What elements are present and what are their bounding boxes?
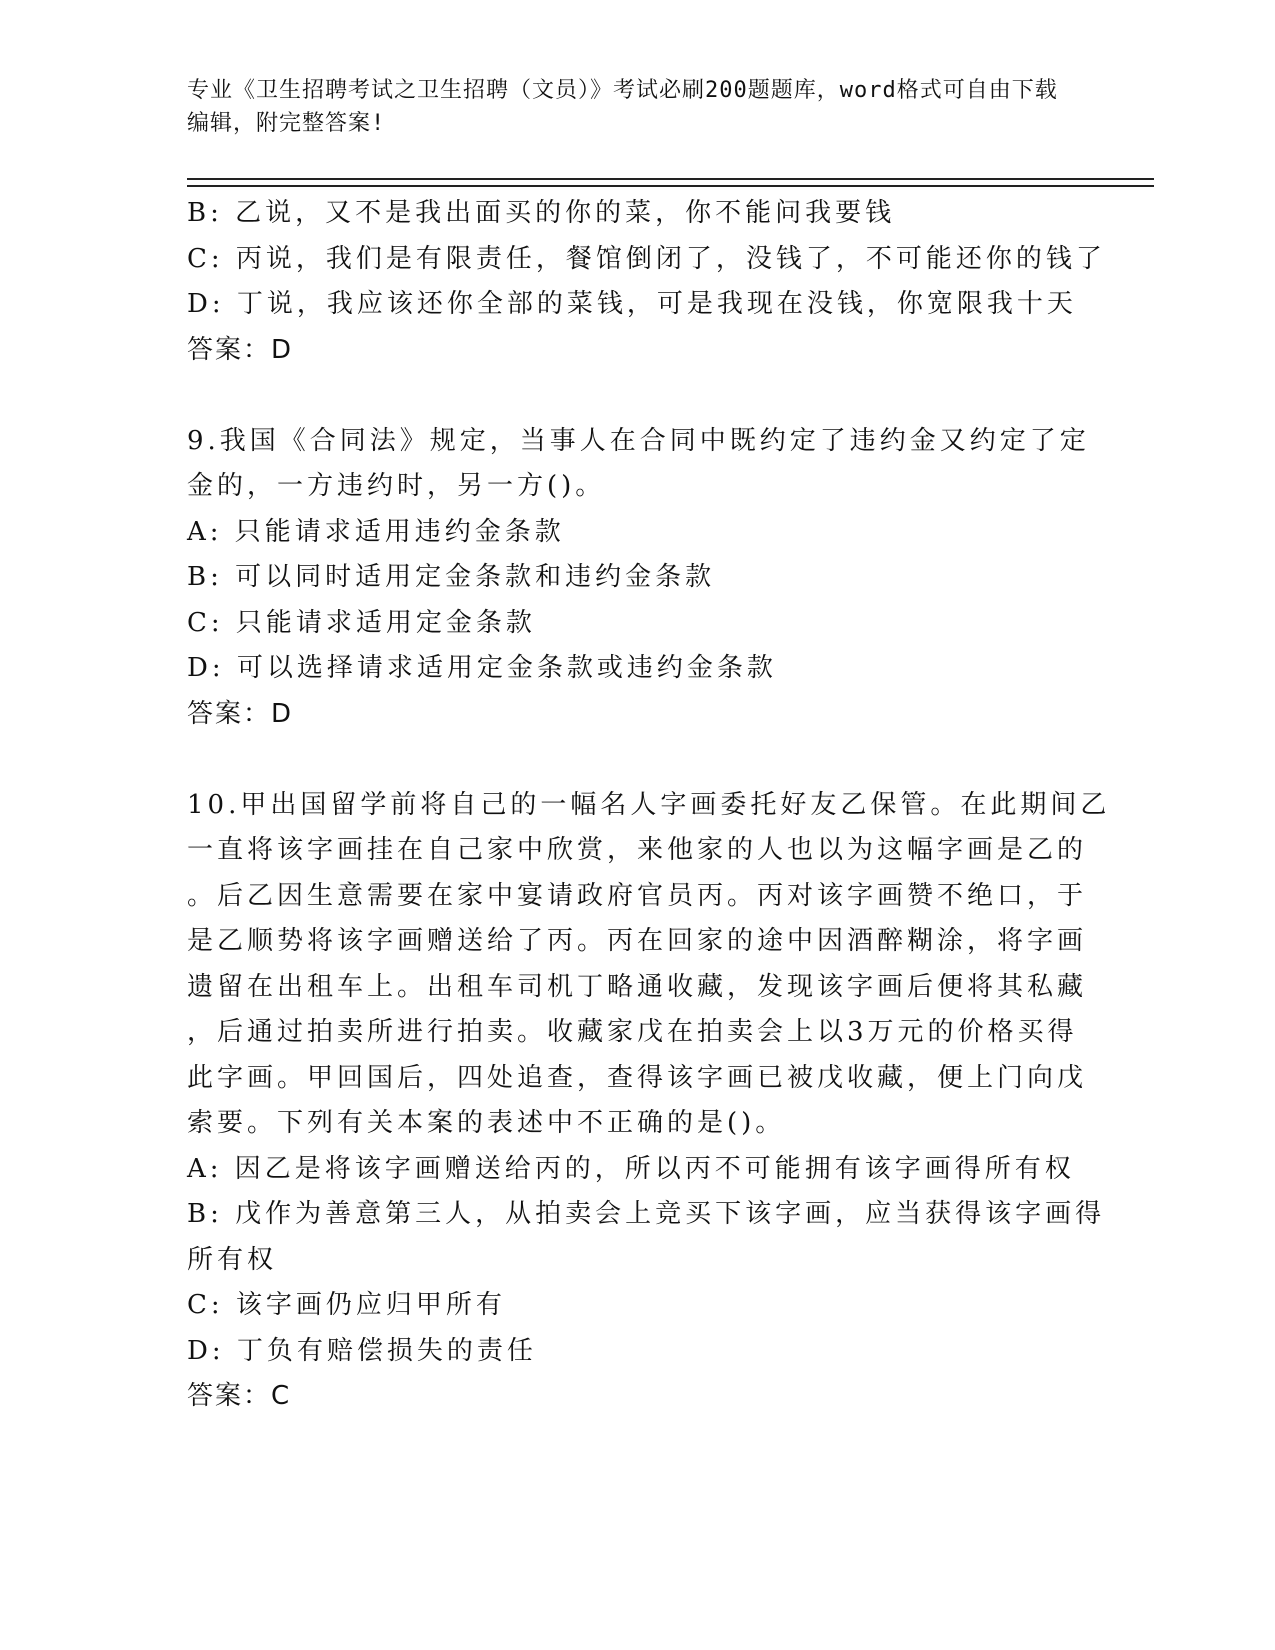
option-d: D: 丁负有赔偿损失的责任 <box>187 1335 537 1366</box>
answer-line: 答案：C <box>187 1381 292 1411</box>
option-b: B: 可以同时适用定金条款和违约金条款 <box>187 562 716 592</box>
header-rule-bottom <box>187 185 1154 187</box>
question-stem-line: 。后乙因生意需要在家中宴请政府官员丙。丙对该字画赞不绝口，于 <box>187 880 1088 911</box>
question-stem-line: 遗留在出租车上。出租车司机丁略通收藏，发现该字画后便将其私藏 <box>187 971 1088 1002</box>
option-a: A: 因乙是将该字画赠送给丙的，所以丙不可能拥有该字画得所有权 <box>187 1153 1075 1184</box>
question-9 <box>187 419 1090 738</box>
header-rule-top <box>187 178 1154 180</box>
option-b-continued: 所有权 <box>187 1244 278 1275</box>
option-c: C: 只能请求适用定金条款 <box>187 607 536 638</box>
question-stem-line: 9.我国《合同法》规定，当事人在合同中既约定了违约金又约定了定 <box>187 425 1090 456</box>
question-stem-line: 是乙顺势将该字画赠送给了丙。丙在回家的途中因酒醉糊涂，将字画 <box>187 926 1088 956</box>
answer-line: 答案：D <box>187 334 294 365</box>
document-header <box>187 74 1067 140</box>
question-content <box>187 191 1111 1420</box>
question-stem-line: 索要。下列有关本案的表述中不正确的是()。 <box>187 1108 786 1138</box>
question-gap <box>187 737 1067 783</box>
option-c: C: 丙说，我们是有限责任，餐馆倒闭了，没钱了，不可能还你的钱了 <box>187 243 1106 274</box>
question-stem-line: ，后通过拍卖所进行拍卖。收藏家戊在拍卖会上以3万元的价格买得 <box>187 1017 1078 1047</box>
question-10 <box>187 783 1111 1420</box>
question-stem-line: 一直将该字画挂在自己家中欣赏，来他家的人也以为这幅字画是乙的 <box>187 835 1088 865</box>
option-d: D: 丁说，我应该还你全部的菜钱，可是我现在没钱，你宽限我十天 <box>187 289 1077 319</box>
option-a: A: 只能请求适用违约金条款 <box>187 516 565 547</box>
option-b: B: 戊作为善意第三人，从拍卖会上竞买下该字画，应当获得该字画得 <box>187 1199 1106 1229</box>
question-stem-line: 此字画。甲回国后，四处追查，查得该字画已被戊收藏，便上门向戊 <box>187 1062 1088 1093</box>
option-c: C: 该字画仍应归甲所有 <box>187 1290 506 1320</box>
question-8-tail <box>187 191 1106 373</box>
option-d: D: 可以选择请求适用定金条款或违约金条款 <box>187 653 777 683</box>
answer-line: 答案：D <box>187 698 294 729</box>
question-stem-line: 金的，一方违约时，另一方()。 <box>187 471 606 501</box>
header-text: 专业《卫生招聘考试之卫生招聘（文员）》考试必刷200题题库，word格式可自由下载编辑，附完整答案! <box>187 78 1058 136</box>
option-b: B: 乙说，又不是我出面买的你的菜，你不能问我要钱 <box>187 198 896 228</box>
question-stem-line: 10.甲出国留学前将自己的一幅名人字画委托好友乙保管。在此期间乙 <box>187 789 1111 820</box>
question-gap <box>187 373 1067 419</box>
